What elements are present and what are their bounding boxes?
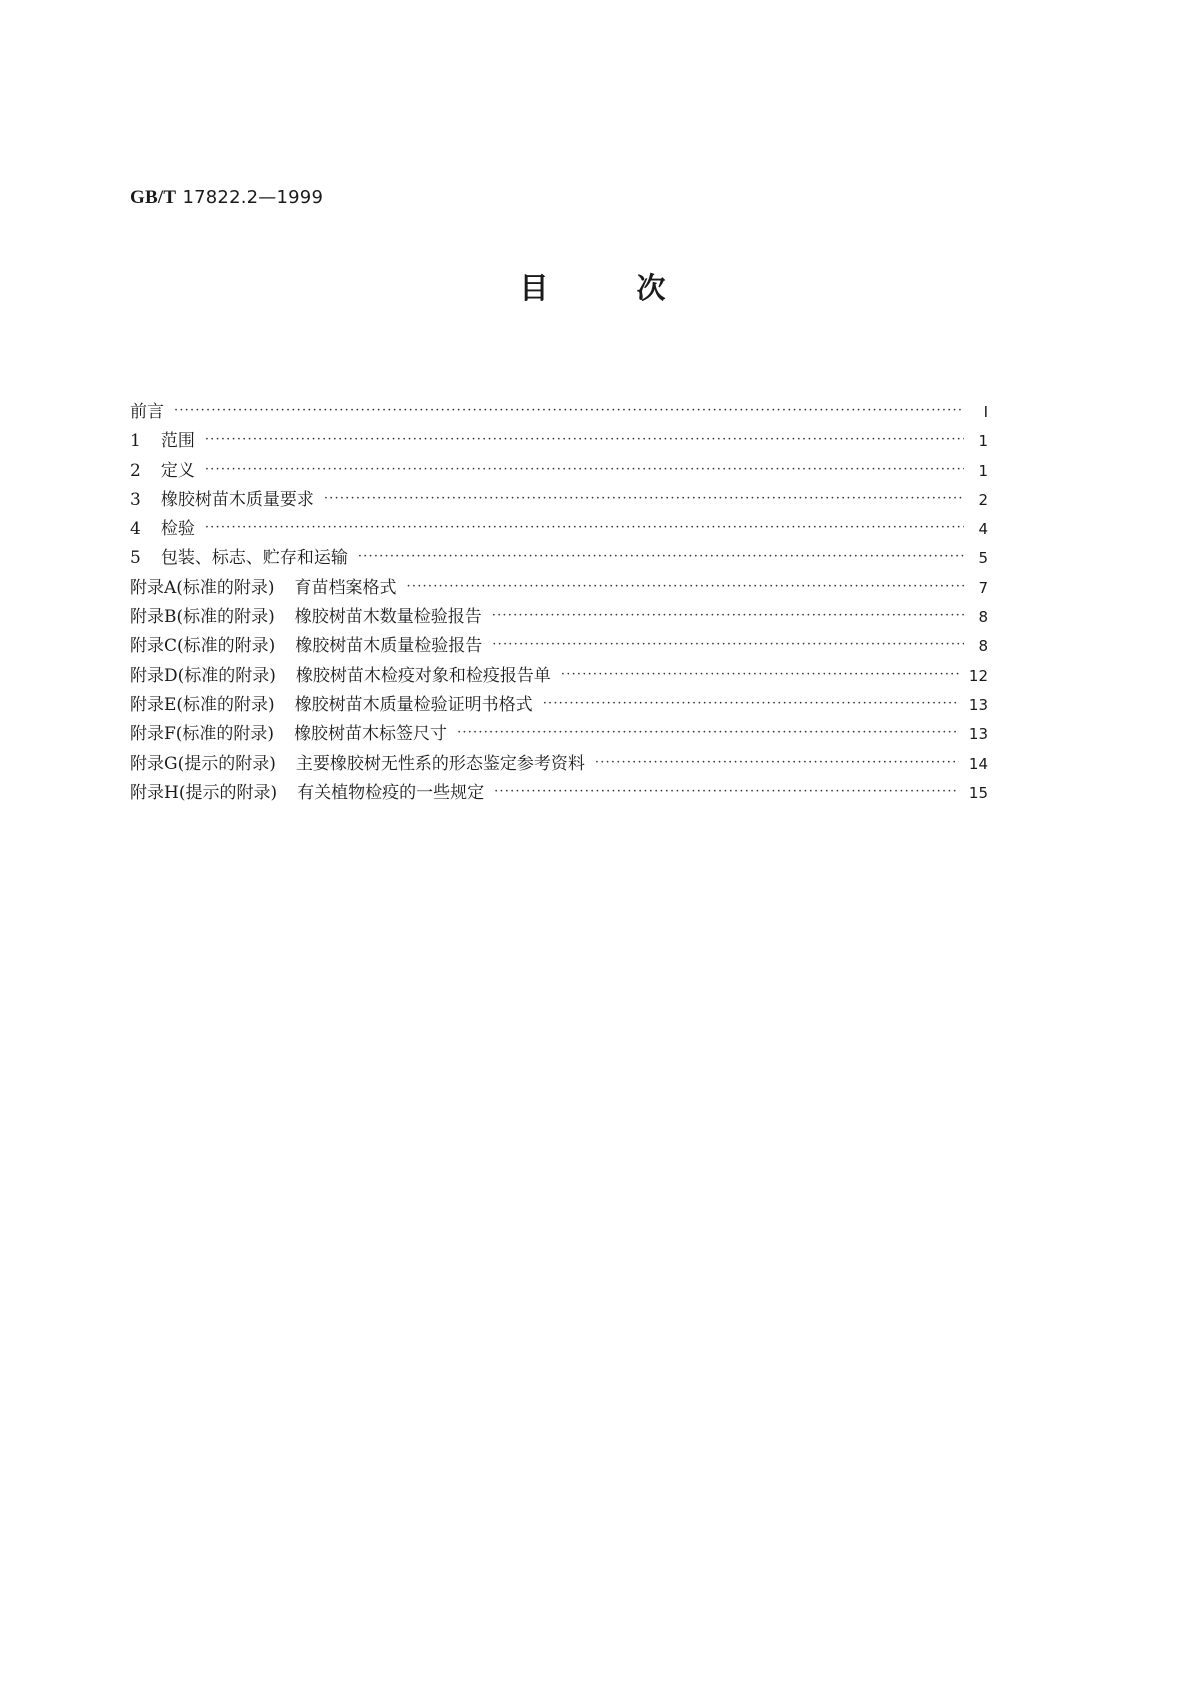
- toc-entry-number: 5: [130, 548, 141, 569]
- toc-entry-appendix-h[interactable]: [130, 778, 988, 807]
- toc-entry-number: 附录G(提示的附录): [130, 753, 276, 774]
- toc-entry-appendix-e[interactable]: [130, 690, 988, 719]
- toc-entry-preface[interactable]: [130, 397, 988, 426]
- toc-entry-4[interactable]: [130, 514, 988, 543]
- toc-entry-label: 4 检验: [130, 519, 195, 540]
- toc-entry-appendix-b[interactable]: [130, 602, 988, 631]
- toc-entry-label: 5 包装、标志、贮存和运输: [130, 548, 348, 569]
- toc-entry-page: 7: [978, 578, 988, 597]
- toc-entry-page: Ⅰ: [983, 403, 988, 421]
- toc-entry-number: 3: [130, 489, 141, 510]
- toc-entry-1[interactable]: [130, 426, 988, 455]
- toc-entry-label: 前言: [130, 402, 164, 422]
- standard-prefix: GB/T: [130, 187, 177, 208]
- toc-entry-label: 附录A(标准的附录) 育苗档案格式: [130, 577, 397, 598]
- toc-leader-dots: [324, 491, 964, 506]
- page-title: [0, 266, 1191, 307]
- toc-entry-page: 13: [968, 725, 988, 744]
- toc-entry-page: 5: [978, 549, 988, 568]
- toc-entry-label: 附录E(标准的附录) 橡胶树苗木质量检验证明书格式: [130, 694, 533, 715]
- toc-entry-page: 15: [968, 783, 988, 802]
- toc-leader-dots: [561, 667, 959, 682]
- toc-leader-dots: [543, 696, 959, 711]
- toc-entry-page: 2: [978, 490, 988, 509]
- toc-entry-page: 14: [968, 754, 988, 773]
- toc-entry-number: 附录C(标准的附录): [130, 636, 276, 657]
- toc-leader-dots: [492, 637, 964, 652]
- toc-entry-label: 附录H(提示的附录) 有关植物检疫的一些规定: [130, 782, 485, 803]
- toc-entry-label: 3 橡胶树苗木质量要求: [130, 489, 314, 510]
- toc-entry-appendix-g[interactable]: [130, 749, 988, 778]
- toc-leader-dots: [492, 608, 964, 623]
- toc-entry-appendix-d[interactable]: [130, 661, 988, 690]
- toc-entry-page: 1: [978, 461, 988, 480]
- toc-leader-dots: [457, 725, 959, 740]
- toc-entry-label: 附录G(提示的附录) 主要橡胶树无性系的形态鉴定参考资料: [130, 753, 585, 774]
- toc-entry-number: 附录B(标准的附录): [130, 607, 275, 628]
- toc-leader-dots: [358, 549, 964, 564]
- toc-entry-appendix-a[interactable]: [130, 573, 988, 602]
- toc-entry-number: 2: [130, 460, 141, 481]
- toc-entry-label: 2 定义: [130, 460, 195, 481]
- page-title-char-2: 次: [636, 271, 666, 305]
- toc-entry-label: 附录F(标准的附录) 橡胶树苗木标签尺寸: [130, 724, 448, 745]
- toc-entry-number: 附录A(标准的附录): [130, 577, 275, 598]
- toc-entry-label: 附录B(标准的附录) 橡胶树苗木数量检验报告: [130, 607, 482, 628]
- toc-entry-page: 4: [978, 520, 988, 539]
- table-of-contents: [130, 397, 988, 807]
- toc-entry-number: 附录F(标准的附录): [130, 724, 275, 745]
- toc-entry-number: 4: [130, 519, 141, 540]
- toc-leader-dots: [205, 432, 964, 447]
- toc-entry-5[interactable]: [130, 543, 988, 572]
- toc-entry-page: 1: [978, 432, 988, 451]
- toc-entry-label: 附录C(标准的附录) 橡胶树苗木质量检验报告: [130, 636, 483, 657]
- toc-entry-3[interactable]: [130, 485, 988, 514]
- toc-entry-appendix-c[interactable]: [130, 631, 988, 660]
- toc-entry-page: 12: [968, 666, 988, 685]
- standard-number: 17822.2—1999: [182, 187, 324, 208]
- toc-entry-page: 8: [978, 637, 988, 656]
- toc-leader-dots: [595, 755, 959, 770]
- toc-leader-dots: [494, 784, 959, 799]
- toc-entry-number: 附录D(标准的附录): [130, 665, 276, 686]
- toc-entry-appendix-f[interactable]: [130, 719, 988, 748]
- toc-entry-label: 附录D(标准的附录) 橡胶树苗木检疫对象和检疫报告单: [130, 665, 551, 686]
- toc-entry-number: 附录E(标准的附录): [130, 694, 275, 715]
- toc-leader-dots: [174, 403, 964, 418]
- toc-leader-dots: [407, 579, 964, 594]
- toc-entry-number: 附录H(提示的附录): [130, 782, 278, 803]
- toc-leader-dots: [205, 462, 964, 477]
- toc-entry-label: 1 范围: [130, 431, 195, 452]
- toc-entry-number: 1: [130, 431, 141, 452]
- toc-entry-page: 13: [968, 695, 988, 714]
- standard-code: [130, 186, 323, 209]
- page-title-char-1: 目: [519, 271, 549, 305]
- toc-entry-2[interactable]: [130, 456, 988, 485]
- toc-leader-dots: [205, 520, 964, 535]
- toc-entry-page: 8: [978, 608, 988, 627]
